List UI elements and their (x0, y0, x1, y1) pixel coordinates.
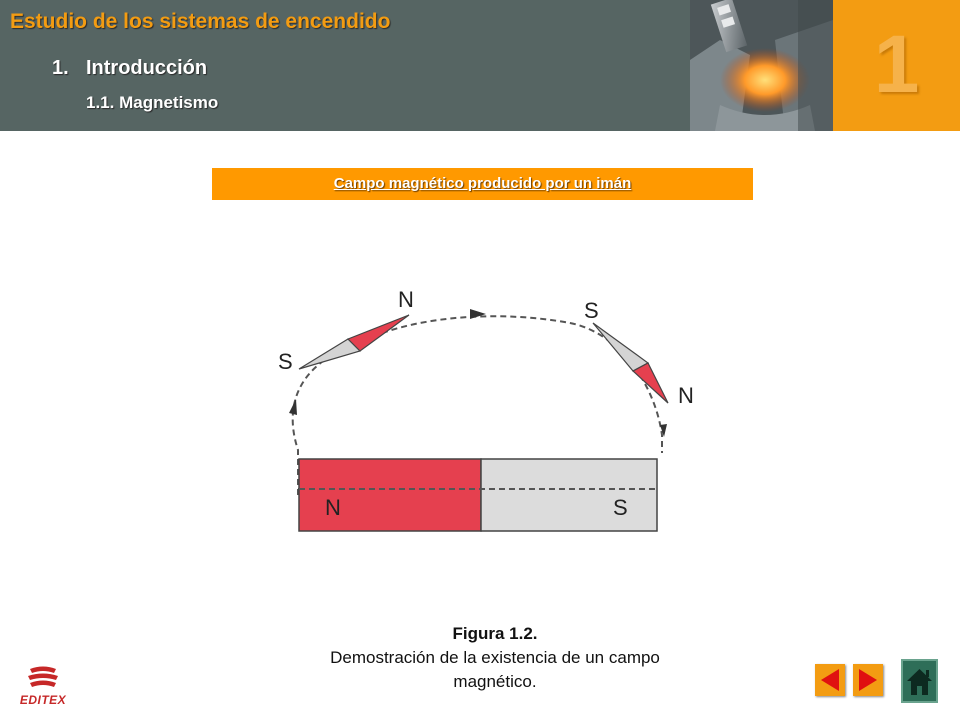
left-needle-south-label: S (278, 349, 293, 374)
magnet-south-pole (481, 459, 657, 531)
section-heading (52, 57, 207, 80)
caption-text: Demostración de la existencia de un campo magnético. (330, 648, 660, 691)
figure-banner-title: Campo magnético producido por un imán (212, 168, 753, 200)
header-bar (0, 0, 690, 131)
editex-logo (12, 665, 74, 710)
left-compass-needle (299, 315, 409, 369)
arrow-left-up-marker (289, 399, 297, 415)
section-number: 1. (52, 57, 69, 79)
chapter-number-box (833, 0, 960, 131)
chapter-number: 1 (873, 19, 920, 110)
right-needle-north-label: N (678, 383, 694, 408)
editex-mark-icon (12, 665, 74, 693)
left-needle-north-label: N (398, 287, 414, 312)
home-button[interactable] (901, 659, 938, 703)
arrow-top-marker (470, 309, 486, 319)
magnet-north-label: N (325, 495, 341, 520)
engine-combustion-image (690, 0, 833, 131)
subsection-heading: 1.1. Magnetismo (86, 93, 219, 112)
arrow-right-icon (853, 664, 883, 696)
home-icon (903, 661, 936, 701)
section-title: Introducción (86, 57, 208, 79)
right-needle-south-label: S (584, 298, 599, 323)
editex-logo-text: EDITEX (19, 693, 67, 707)
next-slide-button[interactable] (853, 664, 883, 696)
magnet-south-label: S (613, 495, 628, 520)
page-title: Estudio de los sistemas de encendido (10, 10, 391, 33)
figure-caption (300, 622, 690, 694)
right-compass-needle (593, 323, 668, 403)
arrow-left-icon (815, 664, 845, 696)
magnetic-field-diagram (270, 275, 694, 535)
previous-slide-button[interactable] (815, 664, 845, 696)
caption-title: Figura 1.2. (452, 624, 538, 643)
